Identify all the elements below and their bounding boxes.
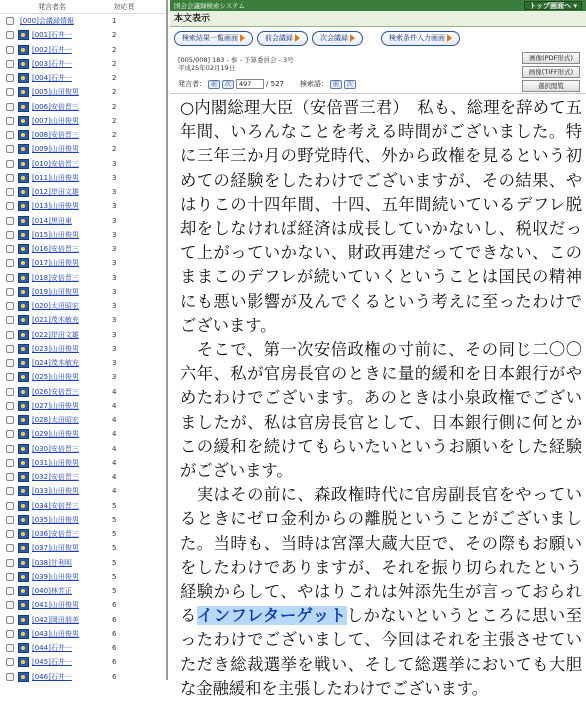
row-checkbox[interactable] [6, 17, 14, 25]
page-count: 3 [112, 159, 117, 168]
speaker-row[interactable] [0, 328, 166, 342]
page-count: 6 [112, 601, 117, 610]
speaker-link[interactable]: [031]山田俊男 [32, 458, 79, 467]
page-count: 6 [112, 615, 117, 624]
page-count: 2 [112, 45, 117, 54]
speaker-link[interactable]: [033]山田俊男 [32, 487, 79, 496]
row-checkbox[interactable] [6, 274, 14, 282]
speaker-icon [18, 159, 29, 169]
speaker-row[interactable] [0, 256, 166, 270]
page-count: 3 [112, 316, 117, 325]
page-title: 本文表示 [170, 11, 586, 27]
highlighted-search-term: インフレターゲット [196, 606, 347, 626]
page-count: 2 [112, 145, 117, 154]
speaker-row[interactable] [0, 556, 166, 570]
row-checkbox[interactable] [6, 202, 14, 210]
pdf-image-button[interactable]: 画像(PDF形式) [522, 52, 580, 64]
speaker-link[interactable]: [022]岸田文雄 [32, 330, 79, 339]
speaker-link[interactable]: [015]山田俊男 [32, 230, 79, 239]
row-checkbox[interactable] [6, 616, 14, 624]
speaker-link[interactable]: [009]山田俊男 [32, 145, 79, 154]
row-checkbox[interactable] [6, 88, 14, 96]
speaker-icon [18, 486, 29, 496]
speaker-row[interactable] [0, 584, 166, 598]
row-checkbox[interactable] [6, 46, 14, 54]
page-count: 2 [112, 131, 117, 140]
page-count: 6 [112, 644, 117, 653]
speaker-row[interactable] [0, 370, 166, 384]
speaker-link[interactable]: [018]安倍晋三 [32, 273, 79, 282]
row-checkbox[interactable] [6, 131, 14, 139]
arrow-right-icon [295, 34, 300, 42]
row-checkbox[interactable] [6, 416, 14, 424]
speaker-row[interactable] [0, 499, 166, 513]
speaker-icon [18, 102, 29, 112]
speaker-number-input[interactable]: 497 [236, 79, 264, 89]
speaker-prev-button[interactable]: 前 [208, 80, 220, 89]
speaker-row[interactable] [0, 114, 166, 128]
speaker-row[interactable] [0, 513, 166, 527]
speaker-icon [18, 515, 29, 525]
speaker-icon [18, 87, 29, 97]
system-title: 国会会議録検索システム [174, 2, 245, 10]
search-conditions-button[interactable]: 検索条件入力画面 [381, 31, 460, 46]
search-prev-button[interactable]: 前 [330, 80, 342, 89]
speaker-icon [18, 657, 29, 667]
page-count: 5 [112, 558, 117, 567]
page-count: 5 [112, 544, 117, 553]
speaker-row[interactable] [0, 470, 166, 484]
record-info [170, 49, 586, 94]
speaker-link[interactable]: [029]山田俊男 [32, 430, 79, 439]
row-checkbox[interactable] [6, 288, 14, 296]
speaker-icon [18, 73, 29, 83]
speaker-link[interactable]: [008]安倍晋三 [32, 131, 79, 140]
speaker-link[interactable]: [011]山田俊男 [32, 173, 79, 182]
page-count: 3 [112, 202, 117, 211]
speaker-link[interactable]: [027]山田俊男 [32, 401, 79, 410]
page-count: 4 [112, 473, 117, 482]
speaker-icon [18, 187, 29, 197]
speaker-icon [18, 401, 29, 411]
speaker-icon [18, 330, 29, 340]
speaker-row[interactable] [0, 570, 166, 584]
page-count: 3 [112, 230, 117, 239]
speaker-link[interactable]: [037]山田俊男 [32, 544, 79, 553]
speaker-link[interactable]: [038]甘利明 [32, 558, 72, 567]
row-checkbox[interactable] [6, 117, 14, 125]
page-count: 3 [112, 173, 117, 182]
row-checkbox[interactable] [6, 345, 14, 353]
row-checkbox[interactable] [6, 388, 14, 396]
speaker-link[interactable]: [030]安倍晋三 [32, 444, 79, 453]
row-checkbox[interactable] [6, 459, 14, 467]
speaker-row[interactable] [0, 242, 166, 256]
page-count: 2 [112, 74, 117, 83]
row-checkbox[interactable] [6, 658, 14, 666]
speaker-next-button[interactable]: 次 [222, 80, 234, 89]
row-checkbox[interactable] [6, 160, 14, 168]
main-pane [170, 0, 586, 698]
arrow-right-icon [240, 34, 245, 42]
speaker-link[interactable]: [025]山田俊男 [32, 373, 79, 382]
speaker-icon [18, 429, 29, 439]
speaker-row[interactable] [0, 598, 166, 612]
speaker-row[interactable] [0, 185, 166, 199]
speaker-icon [18, 273, 29, 283]
speech-paragraph: そこで、第一次安倍政権の寸前に、その同じ二〇〇六年、私が官房長官のときに量的緩和を日本銀行がやめたわけでございます。あのときは小泉政権でございましたが、私は官房長官として、日本銀行側に何とかこの緩和を続けてもらいたいというお願いをした経験がございます。 [180, 340, 582, 481]
page-count: 3 [112, 373, 117, 382]
speaker-link[interactable]: [004]石井一 [32, 74, 72, 83]
page-count: 1 [112, 17, 117, 26]
speaker-link[interactable]: [036]安倍晋三 [32, 530, 79, 539]
speaker-link[interactable]: [028]太田昭宏 [32, 416, 79, 425]
speaker-row[interactable] [0, 199, 166, 213]
row-checkbox[interactable] [6, 516, 14, 524]
speaker-link[interactable]: [000]会議録情報 [20, 17, 74, 26]
page-count: 3 [112, 188, 117, 197]
page-count: 6 [112, 629, 117, 638]
record-date: 平成25年02月19日 [178, 64, 236, 72]
speaker-row[interactable] [0, 14, 166, 28]
speaker-row[interactable] [0, 128, 166, 142]
row-checkbox[interactable] [6, 103, 14, 111]
page-count: 2 [112, 88, 117, 97]
speaker-row[interactable] [0, 399, 166, 413]
speaker-icon [18, 116, 29, 126]
speaker-icon [18, 216, 29, 226]
speaker-row[interactable] [0, 356, 166, 370]
speaker-icon [18, 444, 29, 454]
row-checkbox[interactable] [6, 502, 14, 510]
speaker-link[interactable]: [045]石井一 [32, 658, 72, 667]
speaker-link[interactable]: [007]山田俊男 [32, 116, 79, 125]
page-count: 3 [112, 273, 117, 282]
speaker-icon [18, 558, 29, 568]
page-count: 3 [112, 245, 117, 254]
speaker-row[interactable] [0, 655, 166, 669]
arrow-right-icon [350, 34, 355, 42]
speaker-icon [18, 586, 29, 596]
row-checkbox[interactable] [6, 145, 14, 153]
page-count: 3 [112, 302, 117, 311]
speaker-column-header: 発言者名 [38, 2, 66, 11]
page-count: 5 [112, 572, 117, 581]
page-count: 4 [112, 444, 117, 453]
speaker-link[interactable]: [026]安倍晋三 [32, 387, 79, 396]
speaker-link[interactable]: [042]岡田朋美 [32, 615, 79, 624]
top-menu-button[interactable]: トップ画面へ ▾ [524, 1, 582, 10]
speaker-row[interactable] [0, 271, 166, 285]
page-count: 5 [112, 587, 117, 596]
speaker-link[interactable]: [024]茂木敏充 [32, 359, 79, 368]
speaker-row[interactable] [0, 214, 166, 228]
speaker-row[interactable] [0, 85, 166, 99]
row-checkbox[interactable] [6, 473, 14, 481]
page-count: 4 [112, 430, 117, 439]
speaker-row[interactable] [0, 541, 166, 555]
speaker-link[interactable]: [012]岸田文雄 [32, 188, 79, 197]
speaker-icon [18, 458, 29, 468]
speaker-row[interactable] [0, 142, 166, 156]
speaker-row[interactable] [0, 71, 166, 85]
row-checkbox[interactable] [6, 231, 14, 239]
row-checkbox[interactable] [6, 573, 14, 581]
speaker-row[interactable] [0, 627, 166, 641]
speaker-link[interactable]: [020]太田昭宏 [32, 302, 79, 311]
tiff-image-button[interactable]: 画像(TIFF形式) [522, 66, 580, 78]
speaker-link[interactable]: [001]石井一 [32, 31, 72, 40]
page-count: 2 [112, 116, 117, 125]
speaker-icon [18, 130, 29, 140]
speaker-link[interactable]: [013]山田俊男 [32, 202, 79, 211]
speaker-icon [18, 258, 29, 268]
record-meta-line1: [005/008] 183 - 参 - 予算委員会 - 3号 [178, 56, 294, 64]
search-term-label: 検索語： [299, 80, 328, 88]
speaker-icon [18, 230, 29, 240]
speaker-link[interactable]: [014]黒田東 [32, 216, 72, 225]
speaker-row[interactable] [0, 527, 166, 541]
row-checkbox[interactable] [6, 673, 14, 681]
speaker-link[interactable]: [041]山田俊男 [32, 601, 79, 610]
row-checkbox[interactable] [6, 644, 14, 652]
speaker-icon [18, 472, 29, 482]
speaker-icon [18, 572, 29, 582]
speech-paragraph: ○内閣総理大臣（安倍晋三君） 私も、総理を辞めて五年間、いろんなことを考える時間がございました。特に三年三か月の野党時代、外から政権を見るという初めての経験をしたわけでございますが、その結果、やはりこの十四年間、十四、五年間続いているデフレ脱却をしなければ経済は成長していかないし、税収だって上がっていかない、財政再建だってできない、このままこのデフレが続いていくということは国民の精神にも悪い影響が及んでくるという考えに至ったわけでございます。 [180, 98, 582, 335]
speaker-icon [18, 144, 29, 154]
page-count: 5 [112, 530, 117, 539]
speaker-link[interactable]: [016]安倍晋三 [32, 245, 79, 254]
row-checkbox[interactable] [6, 487, 14, 495]
speaker-icon [18, 643, 29, 653]
speaker-icon [18, 415, 29, 425]
row-checkbox[interactable] [6, 60, 14, 68]
row-checkbox[interactable] [6, 217, 14, 225]
speaker-icon [18, 30, 29, 40]
speaker-row[interactable] [0, 43, 166, 57]
speaker-icon [18, 387, 29, 397]
search-next-button[interactable]: 次 [344, 80, 356, 89]
previous-record-button[interactable]: 前会議録 [257, 31, 308, 46]
speaker-list [0, 14, 166, 684]
row-checkbox[interactable] [6, 630, 14, 638]
row-checkbox[interactable] [6, 316, 14, 324]
row-checkbox[interactable] [6, 445, 14, 453]
row-checkbox[interactable] [6, 373, 14, 381]
row-checkbox[interactable] [6, 530, 14, 538]
page-count: 2 [112, 59, 117, 68]
page-count: 2 [112, 31, 117, 40]
page-count: 3 [112, 359, 117, 368]
page-count: 4 [112, 387, 117, 396]
page-count: 3 [112, 287, 117, 296]
record-meta [178, 56, 294, 72]
speaker-icon [18, 672, 29, 682]
speaker-row[interactable] [0, 385, 166, 399]
speaker-link[interactable]: [017]山田俊男 [32, 259, 79, 268]
speaker-row[interactable] [0, 157, 166, 171]
speaker-icon [18, 529, 29, 539]
speaker-link[interactable]: [010]安倍晋三 [32, 159, 79, 168]
row-checkbox[interactable] [6, 302, 14, 310]
speaker-link[interactable]: [044]石井一 [32, 644, 72, 653]
speaker-icon [18, 287, 29, 297]
speaker-row[interactable] [0, 613, 166, 627]
speaker-row[interactable] [0, 442, 166, 456]
nav-button-row [170, 27, 586, 49]
page-count: 3 [112, 259, 117, 268]
speaker-row[interactable] [0, 456, 166, 470]
row-checkbox[interactable] [6, 402, 14, 410]
speaker-link[interactable]: [035]山田俊男 [32, 515, 79, 524]
speaker-link[interactable]: [021]茂木敏充 [32, 316, 79, 325]
row-checkbox[interactable] [6, 601, 14, 609]
page-count: 3 [112, 216, 117, 225]
speaker-link[interactable]: [019]山田俊男 [32, 287, 79, 296]
speaker-nav-label: 発言者： [178, 80, 206, 88]
row-checkbox[interactable] [6, 31, 14, 39]
speaker-row[interactable] [0, 28, 166, 42]
speaker-icon [18, 629, 29, 639]
speaker-icon [18, 600, 29, 610]
speaker-total: / 527 [266, 80, 284, 88]
speaker-icon [18, 173, 29, 183]
speaker-icon [18, 59, 29, 69]
page-count: 4 [112, 401, 117, 410]
speaker-row[interactable] [0, 484, 166, 498]
count-column-header: 対応頁 [113, 2, 135, 11]
speaker-list-header [0, 0, 166, 14]
row-checkbox[interactable] [6, 259, 14, 267]
page-count: 3 [112, 344, 117, 353]
next-record-button[interactable]: 次会議録 [312, 31, 363, 46]
row-checkbox[interactable] [6, 245, 14, 253]
speaker-link[interactable]: [032]安倍晋三 [32, 473, 79, 482]
speaker-link[interactable]: [003]石井一 [32, 59, 72, 68]
speaker-icon [18, 501, 29, 511]
speaker-row[interactable] [0, 100, 166, 114]
speaker-link[interactable]: [005]山田俊男 [32, 88, 79, 97]
speaker-row[interactable] [0, 313, 166, 327]
speaker-link[interactable]: [002]石井一 [32, 45, 72, 54]
speaker-row[interactable] [0, 228, 166, 242]
speaker-icon [18, 315, 29, 325]
page-count: 5 [112, 501, 117, 510]
speaker-row[interactable] [0, 171, 166, 185]
row-checkbox[interactable] [6, 544, 14, 552]
speaker-icon [18, 244, 29, 254]
speaker-link[interactable]: [023]山田俊男 [32, 344, 79, 353]
row-checkbox[interactable] [6, 587, 14, 595]
speaker-icon [18, 543, 29, 553]
page-count: 3 [112, 330, 117, 339]
speaker-row[interactable] [0, 413, 166, 427]
row-checkbox[interactable] [6, 559, 14, 567]
row-checkbox[interactable] [6, 174, 14, 182]
system-header [170, 0, 586, 11]
page-count: 4 [112, 487, 117, 496]
speaker-list-pane [0, 0, 168, 680]
row-checkbox[interactable] [6, 430, 14, 438]
speaker-icon [18, 615, 29, 625]
page-count: 6 [112, 672, 117, 681]
speaker-row[interactable] [0, 427, 166, 441]
select-view-button[interactable]: 選択閲覧 [522, 80, 580, 92]
speaker-row[interactable] [0, 299, 166, 313]
row-checkbox[interactable] [6, 359, 14, 367]
speaker-link[interactable]: [040]林芳正 [32, 587, 72, 596]
speaker-row[interactable] [0, 670, 166, 684]
speaker-icon [18, 344, 29, 354]
speaker-link[interactable]: [034]安倍晋三 [32, 501, 79, 510]
row-checkbox[interactable] [6, 188, 14, 196]
page-count: 2 [112, 102, 117, 111]
speaker-row[interactable] [0, 57, 166, 71]
page-count: 4 [112, 458, 117, 467]
speaker-nav [178, 79, 356, 89]
speaker-link[interactable]: [046]石井一 [32, 672, 72, 681]
search-results-button[interactable]: 検索結果一覧画面 [174, 31, 253, 46]
speaker-icon [18, 301, 29, 311]
speaker-icon [18, 358, 29, 368]
page-count: 4 [112, 416, 117, 425]
arrow-right-icon [447, 34, 452, 42]
speaker-row[interactable] [0, 342, 166, 356]
speaker-row[interactable] [0, 641, 166, 655]
row-checkbox[interactable] [6, 331, 14, 339]
speech-body [180, 96, 582, 701]
speaker-link[interactable]: [006]安倍晋三 [32, 102, 79, 111]
row-checkbox[interactable] [6, 74, 14, 82]
speaker-icon [18, 45, 29, 55]
page-count: 5 [112, 515, 117, 524]
speech-paragraph: 実はその前に、森政権時代に官房副長官をやっているときにゼロ金利からの離脱ということがございました。当時も、当時は宮澤大蔵大臣で、その際もお願いをしたわけでありますが、それを振り切られたという経験からして、やはりこれは舛添先生が言っておられるインフレターゲットしかないというところに思い至ったわけでございまして、今回はそれを主張させていただき総裁選挙を戦い、そして総選挙においても大胆な金融緩和を主張したわけでございます。 [180, 485, 582, 698]
speaker-link[interactable]: [039]山田俊男 [32, 572, 79, 581]
page-count: 6 [112, 658, 117, 667]
speaker-link[interactable]: [043]山田俊男 [32, 629, 79, 638]
speaker-icon [18, 372, 29, 382]
speaker-row[interactable] [0, 285, 166, 299]
speaker-icon [18, 201, 29, 211]
